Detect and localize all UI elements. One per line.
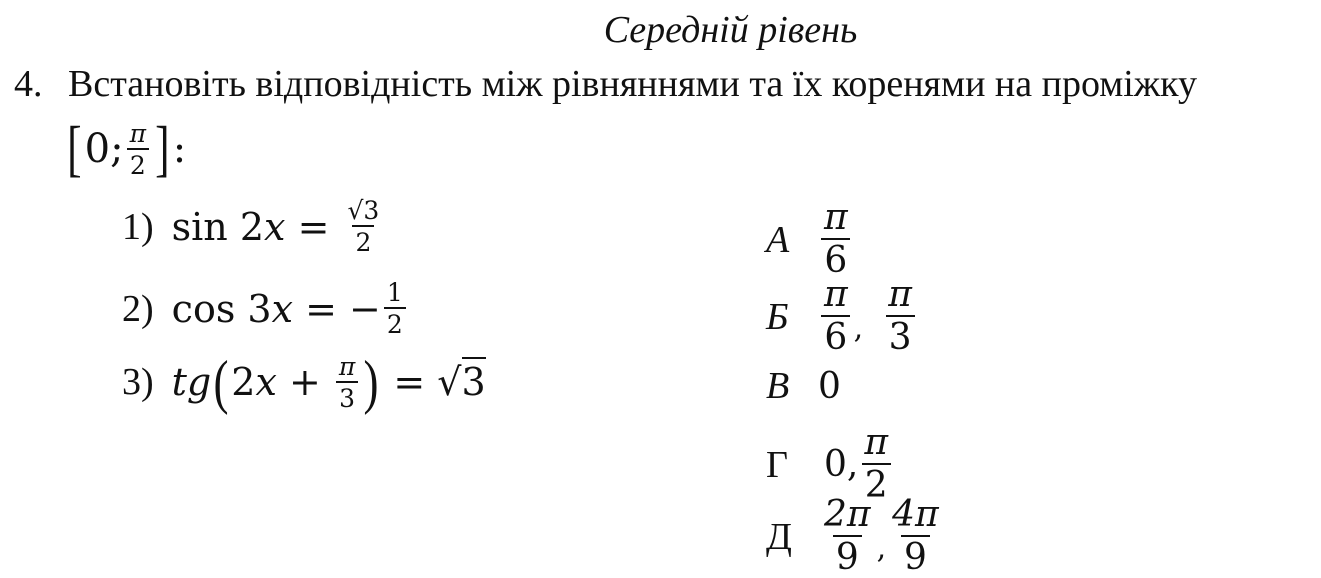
equation-2 [122, 280, 409, 337]
equation-rhs-fraction [344, 198, 382, 255]
equation-3 [122, 349, 486, 415]
answer-letter: Б [766, 295, 789, 338]
section-level-heading: Середній рівень [603, 9, 858, 51]
inner-coefficient: 2 [231, 360, 256, 404]
fraction-numerator: π [824, 197, 848, 238]
answer-fraction [861, 422, 891, 506]
fraction-numerator: 1 [386, 278, 403, 307]
fraction-numerator: √3 [347, 196, 380, 225]
equation-label: 1) [122, 205, 154, 248]
answer-g [766, 422, 894, 506]
fraction-denominator: 2 [127, 148, 149, 178]
fraction-numerator: 2π [824, 494, 871, 535]
equals-sign: = − [293, 286, 381, 331]
fraction-numerator: π [129, 118, 147, 148]
right-paren: ) [363, 349, 379, 415]
equation-lhs: cos 3 [171, 286, 272, 331]
fraction-numerator: π [864, 422, 889, 463]
fraction-denominator: 2 [352, 225, 374, 255]
equation-function: tg [171, 360, 212, 404]
equation-rhs-fraction [384, 280, 406, 337]
fraction-denominator: 3 [886, 315, 915, 356]
fraction-denominator: 6 [821, 238, 850, 279]
sqrt-expression [437, 360, 485, 404]
interval-expression [64, 115, 187, 183]
fraction-numerator: 4π [892, 494, 939, 535]
answer-fraction [885, 274, 915, 358]
fraction-denominator: 9 [833, 535, 862, 576]
answer-fraction [821, 494, 874, 578]
fraction-numerator: π [824, 274, 848, 315]
fraction-denominator: 2 [862, 463, 891, 504]
answer-letter: В [766, 365, 790, 407]
equation-1 [122, 198, 385, 255]
fraction-numerator: π [338, 351, 356, 381]
equation-variable: x [264, 204, 286, 249]
equals-sign: = [285, 204, 342, 249]
fraction-denominator: 9 [901, 535, 930, 576]
question-number: 4. [14, 63, 43, 105]
answer-separator: , [853, 311, 883, 346]
left-bracket: [ [67, 115, 82, 183]
question-text: Встановіть відповідність між рівняннями та їх коренями на проміжку [68, 63, 1198, 105]
fraction-denominator: 3 [336, 381, 358, 411]
interval-tail: : [172, 126, 187, 172]
answer-fraction [889, 494, 942, 578]
inner-fraction [336, 351, 358, 413]
equation-label: 2) [122, 287, 154, 330]
interval-left-value: 0; [84, 126, 124, 172]
sqrt-symbol: √ [437, 360, 462, 404]
answer-v [766, 364, 841, 408]
answer-value: 0 [818, 365, 841, 407]
equation-label: 3) [122, 361, 154, 403]
answer-letter: Д [766, 515, 792, 558]
answer-fraction [821, 197, 851, 281]
right-bracket: ] [155, 115, 170, 183]
answer-prefix: 0, [824, 444, 859, 485]
answer-separator: , [876, 531, 887, 566]
equation-lhs: sin 2 [171, 204, 265, 249]
equation-variable: x [255, 360, 277, 404]
plus-sign: + [276, 360, 333, 404]
answer-fraction [821, 274, 851, 358]
interval-right-fraction [127, 118, 149, 180]
fraction-denominator: 6 [821, 315, 850, 356]
equals-sign: = [381, 360, 438, 404]
answer-letter: А [766, 218, 790, 261]
answer-a [766, 197, 854, 281]
sqrt-radicand: 3 [462, 357, 486, 404]
answer-letter: Г [766, 443, 788, 486]
left-paren: ( [213, 349, 229, 415]
equation-variable: x [271, 286, 294, 331]
answer-b [766, 274, 918, 358]
fraction-numerator: π [888, 274, 912, 315]
fraction-denominator: 2 [384, 307, 406, 337]
answer-d [766, 494, 945, 578]
